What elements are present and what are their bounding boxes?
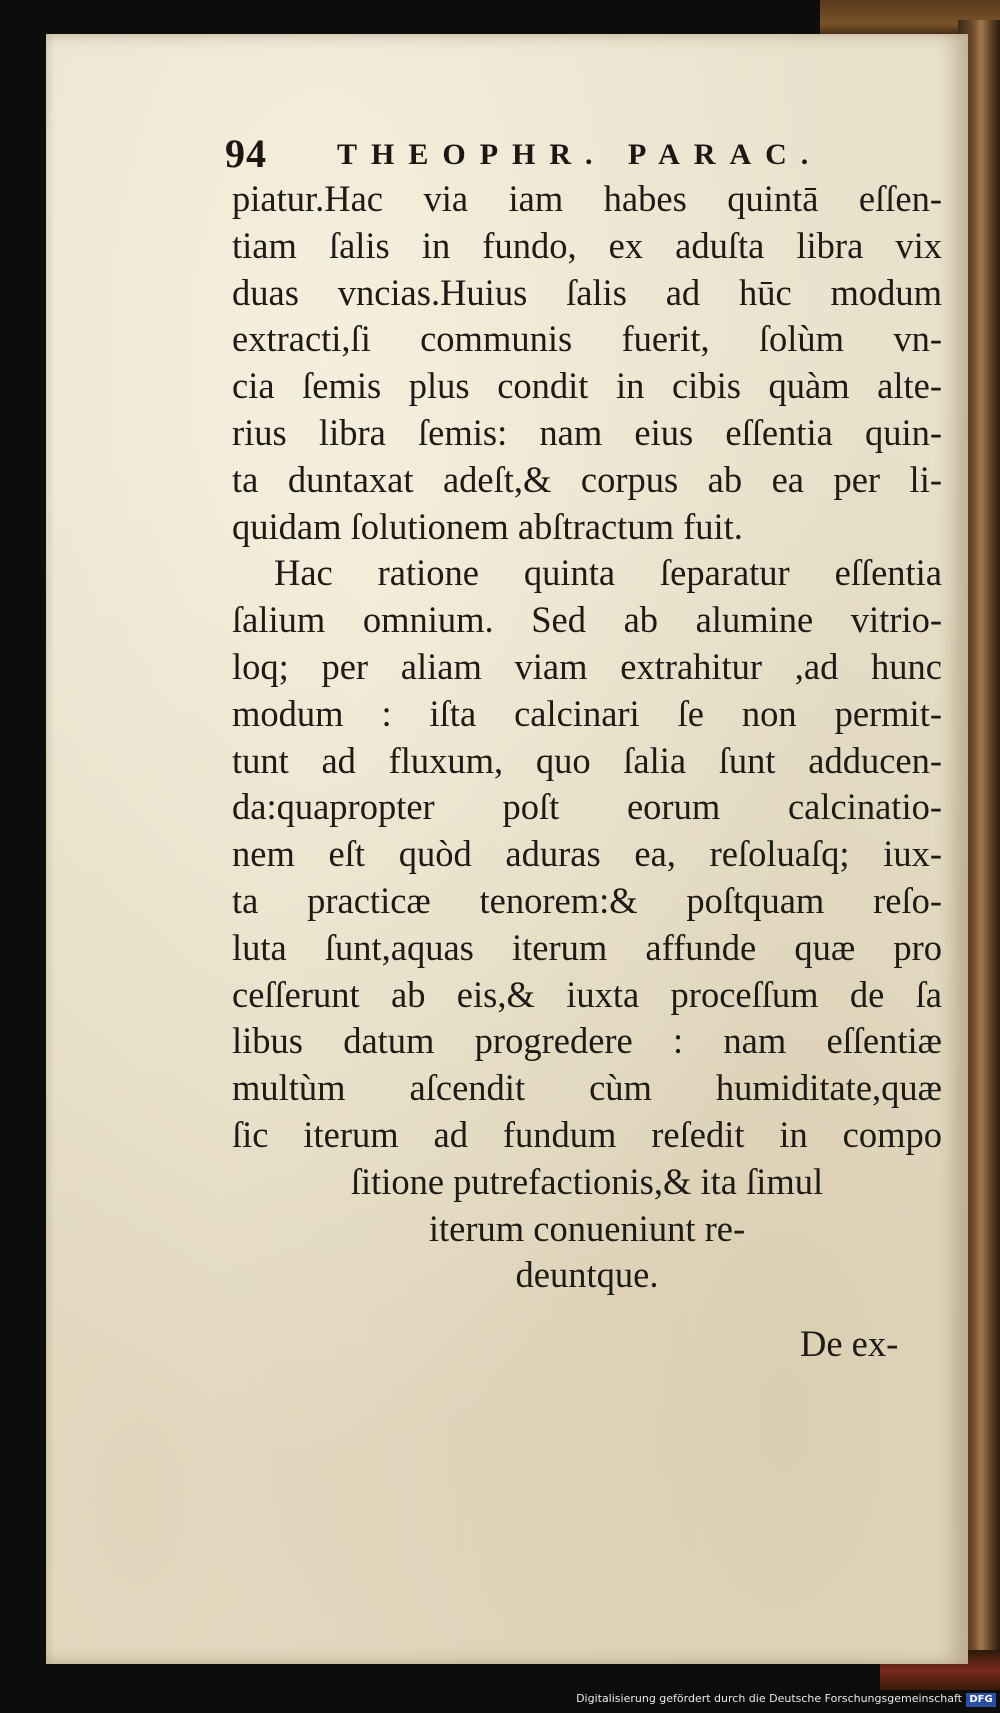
body-text: [232, 176, 942, 1299]
text-line: libus datum progredere : nam eſſentiæ: [232, 1020, 942, 1062]
text-line: quidam ſolutionem abſtractum fuit.: [232, 505, 743, 547]
footer-bar: [0, 1690, 1000, 1713]
dfg-logo: DFG: [966, 1693, 996, 1707]
text-line: ta practicæ tenorem:& poſtquam reſo-: [232, 879, 942, 921]
text-line: iterum conueniunt re-: [428, 1207, 746, 1249]
text-line: tiam ſalis in fundo, ex aduſta libra vix: [232, 224, 942, 266]
text-line: ta duntaxat adeſt,& corpus ab ea per li-: [232, 458, 942, 500]
text-line: ſic iterum ad fundum reſedit in compo: [232, 1113, 942, 1155]
running-title: THEOPHR. PARAC.: [337, 138, 823, 171]
text-line: ſalium omnium. Sed ab alumine vitrio-: [232, 599, 942, 641]
page-number: 94: [225, 131, 267, 176]
text-line: nem eſt quòd aduras ea, reſoluaſq; iux-: [232, 833, 942, 875]
text-line: loq; per aliam viam extrahitur ,ad hunc: [232, 645, 942, 687]
text-line: duas vncias.Huius ſalis ad hūc modum: [232, 271, 942, 313]
catchword: De ex-: [800, 1323, 899, 1364]
text-line: deuntque.: [515, 1254, 659, 1296]
text-line: cia ſemis plus condit in cibis quàm alte-: [232, 365, 942, 407]
text-line: luta ſunt,aquas iterum affunde quæ pro: [232, 926, 942, 968]
text-line: multùm aſcendit cùm humiditate,quæ: [232, 1067, 942, 1109]
text-line: ceſſerunt ab eis,& iuxta proceſſum de ſa: [232, 973, 942, 1015]
text-line: rius libra ſemis: nam eius eſſentia quin-: [232, 411, 942, 453]
text-line: ſitione putrefactionis,& ita ſimul: [350, 1160, 824, 1202]
text-line: da:quapropter poſt eorum calcinatio-: [232, 786, 942, 828]
text-line: Hac ratione quinta ſeparatur eſſentia: [274, 552, 942, 594]
text-line: tunt ad fluxum, quo ſalia ſunt adducen-: [232, 739, 942, 781]
text-line: extracti,ſi communis fuerit, ſolùm vn-: [232, 318, 942, 360]
text-line: piatur.Hac via iam habes quintā eſſen-: [232, 178, 942, 219]
attribution-text: Digitalisierung gefördert durch die Deutsche Forschungsgemeinschaft: [576, 1692, 962, 1705]
text-line: modum : iſta calcinari ſe non permit-: [232, 692, 942, 734]
